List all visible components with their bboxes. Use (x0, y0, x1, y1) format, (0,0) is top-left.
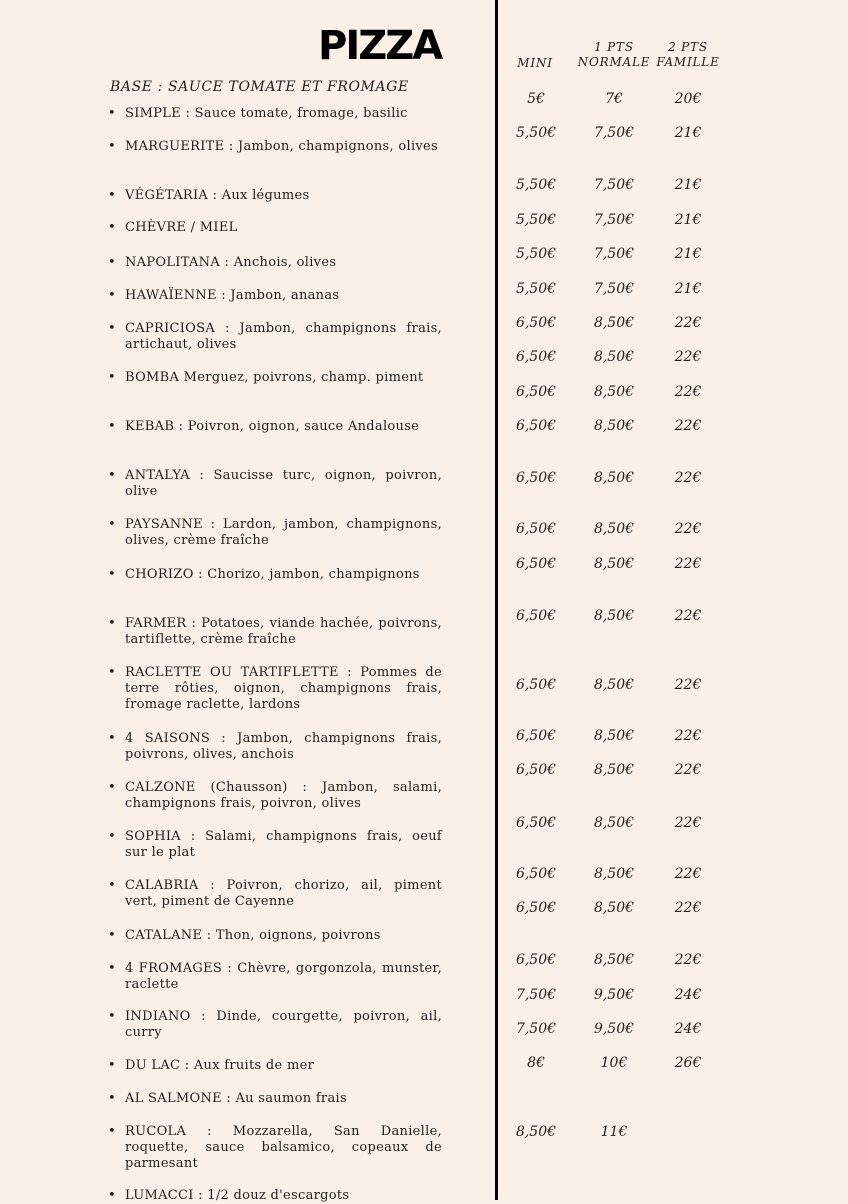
price-famille: 22€ (674, 521, 702, 537)
price-normale: 8,50€ (593, 815, 635, 831)
price-normale: 8,50€ (593, 900, 635, 916)
price-mini: 6,50€ (515, 608, 557, 624)
item-name: FARMER (125, 616, 187, 631)
menu-item (108, 961, 442, 993)
menu-item (108, 1091, 442, 1107)
header-famille-line2: FAMILLE (656, 55, 720, 69)
item-description: Lardon, jambon, champignons, olives, crème fraîche (125, 517, 442, 548)
item-separator: : (202, 517, 223, 532)
price-normale: 11€ (600, 1124, 628, 1140)
price-normale: 8,50€ (593, 608, 635, 624)
item-separator: : (202, 928, 216, 943)
bullet-icon: • (108, 567, 116, 582)
item-name: SOPHIA (125, 829, 181, 844)
item-description: Dinde, courgette, poivron, ail, curry (125, 1009, 443, 1040)
price-normale: 8,50€ (593, 866, 635, 882)
item-text (125, 255, 442, 271)
price-normale: 8,50€ (593, 418, 635, 434)
header-normale-line1: 1 PTS (594, 40, 634, 54)
item-name: RUCOLA (125, 1124, 187, 1139)
menu-item (108, 928, 442, 944)
price-famille: 22€ (674, 556, 702, 572)
price-normale: 8,50€ (593, 556, 635, 572)
price-mini: 6,50€ (515, 349, 557, 365)
price-famille: 20€ (674, 91, 702, 107)
item-name: 4 FROMAGES (125, 961, 223, 976)
base-subtitle: BASE : SAUCE TOMATE ET FROMAGE (110, 79, 409, 95)
item-separator: : (216, 288, 231, 303)
column-header-normale (574, 40, 654, 70)
bullet-icon: • (108, 665, 116, 680)
price-famille: 21€ (674, 177, 702, 193)
item-description: Chèvre, gorgonzola, munster, raclette (125, 961, 442, 992)
item-name: AL SALMONE (125, 1091, 222, 1106)
item-text (125, 139, 442, 155)
item-separator: : (186, 1124, 233, 1139)
item-description: Thon, oignons, poivrons (215, 928, 381, 943)
item-name: 4 SAISONS (125, 731, 211, 746)
item-text (125, 961, 442, 993)
item-text (125, 928, 442, 944)
item-name: CHORIZO (125, 567, 194, 582)
item-separator: : (193, 567, 208, 582)
menu-item (108, 616, 442, 648)
bullet-icon: • (108, 468, 116, 483)
menu-item (108, 1124, 442, 1172)
header-famille-line1: 2 PTS (668, 40, 708, 54)
price-normale: 8,50€ (593, 762, 635, 778)
item-separator: : (215, 321, 240, 336)
price-famille: 22€ (674, 900, 702, 916)
price-normale: 7,50€ (593, 246, 635, 262)
bullet-icon: • (108, 780, 116, 795)
page-title: PIZZA (318, 23, 442, 69)
item-description: Mozzarella, San Danielle, roquette, sauce balsamico, copeaux de parmesant (125, 1124, 442, 1171)
bullet-icon: • (108, 419, 116, 434)
item-description: Anchois, olives (233, 255, 337, 270)
bullet-icon: • (108, 106, 116, 121)
item-text (125, 1091, 442, 1107)
item-description: Jambon, salami, champignons frais, poivron, olives (125, 780, 443, 811)
price-mini: 5,50€ (515, 212, 557, 228)
price-mini: 6,50€ (515, 677, 557, 693)
bullet-icon: • (108, 220, 116, 235)
bullet-icon: • (108, 1091, 116, 1106)
item-name: INDIANO (125, 1009, 191, 1024)
item-text (125, 517, 442, 549)
price-normale: 8,50€ (593, 470, 635, 486)
item-name: CAPRICIOSA (125, 321, 216, 336)
price-mini: 7,50€ (515, 1021, 557, 1037)
price-famille: 22€ (674, 418, 702, 434)
price-famille: 21€ (674, 281, 702, 297)
price-mini: 5€ (527, 91, 545, 107)
menu-item (108, 517, 442, 549)
item-separator: : (186, 616, 202, 631)
price-famille: 22€ (674, 349, 702, 365)
bullet-icon: • (108, 139, 116, 154)
item-text (125, 106, 442, 122)
item-separator: : (287, 780, 323, 795)
price-normale: 8,50€ (593, 349, 635, 365)
item-name: MARGUERITE (125, 139, 225, 154)
bullet-icon: • (108, 1188, 116, 1203)
item-separator: : (181, 106, 195, 121)
item-name: ANTALYA (125, 468, 190, 483)
price-normale: 8,50€ (593, 677, 635, 693)
item-text (125, 1124, 442, 1172)
item-description: Chorizo, jambon, champignons (207, 567, 420, 582)
menu-item (108, 878, 442, 910)
menu-item (108, 255, 442, 271)
price-mini: 6,50€ (515, 470, 557, 486)
price-mini: 6,50€ (515, 728, 557, 744)
item-text (125, 468, 442, 500)
menu-item (108, 665, 442, 713)
item-name: BOMBA (125, 370, 180, 385)
price-famille: 21€ (674, 246, 702, 262)
bullet-icon: • (108, 517, 116, 532)
price-famille: 22€ (674, 815, 702, 831)
price-mini: 5,50€ (515, 125, 557, 141)
bullet-icon: • (108, 829, 116, 844)
bullet-icon: • (108, 1009, 116, 1024)
item-name: HAWAÏENNE (125, 288, 217, 303)
menu-item (108, 288, 442, 304)
price-mini: 5,50€ (515, 177, 557, 193)
price-famille: 21€ (674, 212, 702, 228)
bullet-icon: • (108, 731, 116, 746)
price-mini: 6,50€ (515, 762, 557, 778)
price-famille: 22€ (674, 728, 702, 744)
price-famille: 22€ (674, 608, 702, 624)
price-normale: 8,50€ (593, 315, 635, 331)
item-text (125, 731, 442, 763)
item-separator: : (198, 878, 227, 893)
item-description: Jambon, champignons frais, poivrons, olives, anchois (125, 731, 442, 762)
price-famille: 24€ (674, 1021, 702, 1037)
item-description: Jambon, champignons, olives (237, 139, 439, 154)
item-name: CALABRIA (125, 878, 199, 893)
menu-item (108, 1009, 442, 1041)
item-description: Jambon, champignons frais, artichaut, olives (125, 321, 442, 352)
price-famille: 24€ (674, 987, 702, 1003)
menu-item (108, 419, 442, 435)
bullet-icon: • (108, 321, 116, 336)
price-famille: 22€ (674, 384, 702, 400)
item-description: Pommes de terre rôties, oignon, champignons frais, fromage raclette, lardons (125, 665, 443, 712)
item-name: CALZONE (Chausson) (125, 780, 288, 795)
menu-item (108, 468, 442, 500)
bullet-icon: • (108, 255, 116, 270)
price-normale: 8,50€ (593, 521, 635, 537)
item-description: Poivron, oignon, sauce Andalouse (187, 419, 420, 434)
item-text (125, 370, 442, 386)
price-mini: 6,50€ (515, 556, 557, 572)
price-normale: 7,50€ (593, 177, 635, 193)
price-mini: 6,50€ (515, 384, 557, 400)
menu-item (108, 321, 442, 353)
price-mini: 6,50€ (515, 315, 557, 331)
menu-item (108, 829, 442, 861)
price-mini: 6,50€ (515, 900, 557, 916)
item-description: Potatoes, viande hachée, poivrons, tartiflette, crème fraîche (125, 616, 442, 647)
menu-item (108, 731, 442, 763)
column-divider (495, 0, 498, 1200)
item-separator: : (180, 829, 206, 844)
item-name: SIMPLE (125, 106, 182, 121)
header-normale-line2: NORMALE (577, 55, 651, 69)
menu-item (108, 106, 442, 122)
item-text (125, 288, 442, 304)
item-separator: : (220, 255, 234, 270)
price-famille: 22€ (674, 866, 702, 882)
bullet-icon: • (108, 878, 116, 893)
item-text (125, 567, 442, 583)
item-name: KEBAB (125, 419, 175, 434)
item-description: 1/2 douz d'escargots (207, 1188, 350, 1203)
item-description: Aux fruits de mer (193, 1058, 315, 1073)
menu-item (108, 220, 442, 236)
price-famille: 22€ (674, 677, 702, 693)
item-name: CHÈVRE / MIEL (125, 220, 238, 235)
price-famille: 22€ (674, 315, 702, 331)
item-description: Saucisse turc, oignon, poivron, olive (125, 468, 442, 499)
column-header-mini (500, 56, 570, 71)
item-text (125, 878, 442, 910)
item-separator: : (222, 961, 238, 976)
price-mini: 6,50€ (515, 815, 557, 831)
price-normale: 8,50€ (593, 728, 635, 744)
price-mini: 5,50€ (515, 246, 557, 262)
price-famille: 22€ (674, 952, 702, 968)
item-name: RACLETTE OU TARTIFLETTE (125, 665, 339, 680)
price-normale: 7,50€ (593, 281, 635, 297)
price-mini: 6,50€ (515, 866, 557, 882)
price-normale: 7,50€ (593, 212, 635, 228)
item-name: NAPOLITANA (125, 255, 221, 270)
item-description: Jambon, ananas (230, 288, 340, 303)
price-mini: 6,50€ (515, 418, 557, 434)
price-famille: 21€ (674, 125, 702, 141)
bullet-icon: • (108, 616, 116, 631)
price-normale: 8,50€ (593, 952, 635, 968)
item-text (125, 616, 442, 648)
item-text (125, 665, 442, 713)
item-separator: : (210, 731, 238, 746)
menu-item (108, 139, 442, 155)
item-name: LUMACCI (125, 1188, 194, 1203)
bullet-icon: • (108, 961, 116, 976)
item-name: VÉGÉTARIA (125, 188, 209, 203)
column-header-famille (651, 40, 725, 70)
bullet-icon: • (108, 1124, 116, 1139)
item-name: DU LAC (125, 1058, 181, 1073)
price-mini: 5,50€ (515, 281, 557, 297)
bullet-icon: • (108, 370, 116, 385)
item-separator: : (208, 188, 222, 203)
item-description: Merguez, poivrons, champ. piment (183, 370, 424, 385)
item-name: CATALANE (125, 928, 203, 943)
item-separator: : (180, 1058, 194, 1073)
item-separator: : (221, 1091, 236, 1106)
item-separator: : (174, 419, 188, 434)
price-famille: 26€ (674, 1055, 702, 1071)
item-separator: : (224, 139, 238, 154)
price-normale: 9,50€ (593, 1021, 635, 1037)
item-separator: : (190, 1009, 217, 1024)
bullet-icon: • (108, 928, 116, 943)
item-description: Poivron, chorizo, ail, piment vert, piment de Cayenne (125, 878, 443, 909)
bullet-icon: • (108, 1058, 116, 1073)
price-mini: 8€ (527, 1055, 545, 1071)
item-separator: : (193, 1188, 208, 1203)
price-mini: 6,50€ (515, 521, 557, 537)
item-description: Salami, champignons frais, oeuf sur le plat (125, 829, 442, 860)
bullet-icon: • (108, 288, 116, 303)
price-famille: 22€ (674, 762, 702, 778)
price-normale: 7€ (605, 91, 623, 107)
item-text (125, 829, 442, 861)
price-normale: 9,50€ (593, 987, 635, 1003)
price-mini: 7,50€ (515, 987, 557, 1003)
bullet-icon: • (108, 188, 116, 203)
item-description: Sauce tomate, fromage, basilic (194, 106, 408, 121)
price-normale: 7,50€ (593, 125, 635, 141)
menu-item (108, 370, 442, 386)
price-normale: 10€ (600, 1055, 628, 1071)
item-text (125, 780, 442, 812)
header-mini-label: MINI (517, 56, 553, 70)
price-mini: 8,50€ (515, 1124, 557, 1140)
item-text (125, 188, 442, 204)
item-text (125, 220, 442, 236)
item-separator: : (189, 468, 214, 483)
item-text (125, 1188, 442, 1204)
price-famille: 22€ (674, 470, 702, 486)
menu-item (108, 1058, 442, 1074)
item-text (125, 1009, 442, 1041)
menu-item (108, 188, 442, 204)
price-mini: 6,50€ (515, 952, 557, 968)
item-text (125, 1058, 442, 1074)
menu-item (108, 780, 442, 812)
item-text (125, 419, 442, 435)
item-name: PAYSANNE (125, 517, 203, 532)
item-description: Au saumon frais (235, 1091, 347, 1106)
menu-item (108, 1188, 442, 1204)
item-description: Aux légumes (221, 188, 310, 203)
item-text (125, 321, 442, 353)
menu-item (108, 567, 442, 583)
item-separator: : (338, 665, 361, 680)
price-normale: 8,50€ (593, 384, 635, 400)
